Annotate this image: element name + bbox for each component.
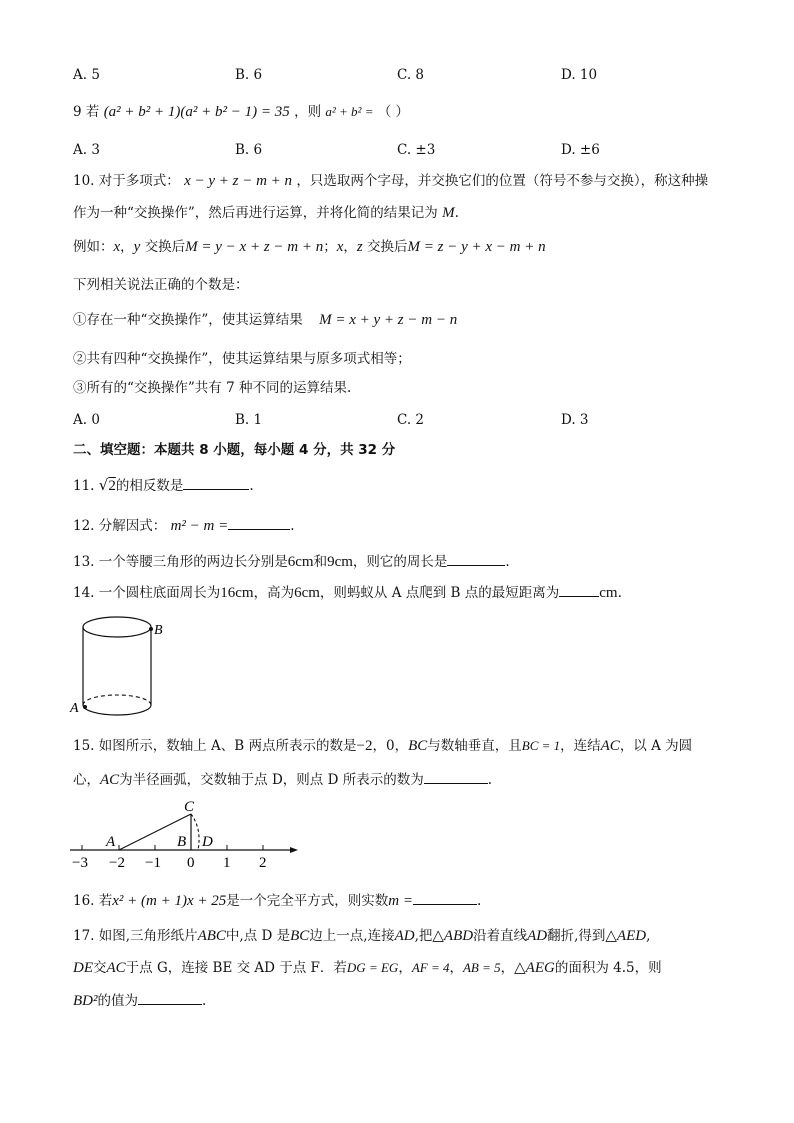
q17-comma-2: ， [449, 960, 463, 976]
q10-statement-3: ③所有的“交换操作”共有 7 种不同的运算结果. [73, 380, 352, 396]
q14-text-b: ，高为 [253, 585, 295, 601]
q12-text: 12. 分解因式： [73, 518, 167, 534]
q10-ex-x1: x [113, 239, 121, 255]
q17-line-3 [73, 990, 206, 1010]
q17-abc: ABC [197, 928, 226, 944]
q10-ex-semicolon: ； [323, 239, 337, 255]
q16-end: . [477, 893, 482, 909]
q9-middle: ，则 [294, 104, 322, 120]
q15-text-e: 心， [73, 772, 100, 788]
q9-answer-paren: （ ） [377, 104, 410, 120]
q15-text-b: 与数轴垂直，且 [427, 738, 522, 754]
q10-line2-text: 作为一种“交换操作”，然后再进行运算，并将化简的结果记为 [73, 205, 438, 221]
q17-text-e: 沿着直线 [473, 928, 528, 944]
q17-eq-ab: AB = 5 [462, 960, 501, 975]
q14-unit: cm [599, 585, 618, 601]
tick-label: −2 [109, 855, 125, 871]
tick-label: −1 [145, 855, 161, 871]
q17-bc: BC [290, 928, 310, 944]
q15-v1: −2 [356, 738, 373, 754]
q13-text-b: 和 [313, 554, 328, 570]
question-13 [73, 551, 510, 571]
question-9 [73, 103, 409, 121]
q12-end: . [290, 518, 295, 534]
q17-text-a: 17. 如图,三角形纸片 [73, 928, 198, 944]
q14-text-c: ，则蚂蚁从 A 点爬到 B 点的最短距离为 [319, 585, 560, 601]
section-heading: 二、填空题：本题共 8 小题，每小题 4 分，共 32 分 [73, 442, 396, 458]
q15-sep: ，0， [372, 738, 409, 754]
q15-text-a: 15. 如图所示，数轴上 A、B 两点所表示的数是 [73, 738, 357, 754]
q17-ad-2: AD [527, 928, 548, 944]
q10-statement-1 [73, 311, 457, 329]
q9-option-a: A. 3 [73, 142, 100, 158]
q10-line-1 [73, 172, 708, 190]
q16-expr: x² + (m + 1)x + 25 [112, 893, 227, 909]
q10-intro: 10. 对于多项式： [73, 173, 180, 189]
q10-line2-end: . [454, 205, 459, 221]
q15-text-f: 为半径画弧，交数轴于点 D，则点 D 所表示的数为 [119, 772, 424, 788]
q10-option-b: B. 1 [235, 412, 263, 428]
q13-v1: 6cm [287, 554, 314, 570]
q9-ask: a² + b² = [325, 104, 374, 119]
q10-ex-eq2: M = z − y + x − m + n [407, 239, 546, 255]
q10-ex-label: 例如： [73, 239, 114, 255]
question-12 [73, 515, 295, 535]
q10-line1-rest: ，只选取两个字母，并交换它们的位置（符号不参与交换），称这种操 [296, 173, 709, 189]
answer-blank[interactable] [559, 582, 599, 597]
q9-equation: (a² + b² + 1)(a² + b² − 1) = 35 [103, 104, 290, 120]
option-a: A. 5 [73, 67, 100, 83]
q11-num: 11. [73, 478, 95, 494]
question-14 [73, 582, 622, 602]
q13-text-c: ，则它的周长是 [352, 554, 448, 570]
q10-polynomial: x − y + z − m + n [184, 173, 293, 189]
q13-end: . [505, 554, 510, 570]
option-c: C. 8 [397, 67, 425, 83]
q17-eq-af: AF = 4 [411, 960, 450, 975]
q17-text-f: 翻折,得到 [547, 928, 606, 944]
q10-ex-swap2: 交换后 [362, 239, 408, 255]
q17-text-k: 的值为 [97, 993, 138, 1009]
answer-blank[interactable] [183, 475, 249, 490]
q17-line-1 [73, 927, 650, 945]
q10-option-c: C. 2 [397, 412, 425, 428]
q15-end: . [487, 772, 492, 788]
tick-label: 0 [187, 855, 195, 871]
q15-text-c: ，连结 [560, 738, 601, 754]
q17-bd-squared: BD² [73, 993, 98, 1009]
q17-de: DE [73, 960, 93, 976]
q17-line-2 [73, 959, 662, 977]
q17-text-i: 于点 G，连接 BE 交 AD 于点 F．若 [125, 960, 347, 976]
q10-ex-comma2: ， [343, 239, 357, 255]
q17-text-d: ,把 [414, 928, 433, 944]
q17-tri-aeg: △AEG [514, 960, 555, 976]
q14-end: . [617, 585, 622, 601]
point-a-label: A [70, 701, 79, 716]
q13-v2: 9cm [327, 554, 353, 570]
q17-text-b: 中,点 D 是 [225, 928, 291, 944]
q10-line-2 [73, 204, 459, 222]
point-b-label: B [154, 623, 163, 638]
q10-ex-swap1: 交换后 [140, 239, 186, 255]
q10-option-d: D. 3 [561, 412, 589, 428]
number-line-figure [66, 793, 306, 871]
q10-ex-y: y [133, 239, 141, 255]
q10-statement-2: ②共有四种“交换操作”，使其运算结果与原多项式相等； [73, 351, 411, 367]
answer-blank[interactable] [413, 890, 477, 905]
q11-end: . [249, 478, 254, 494]
q15-ac-2: AC [100, 772, 120, 788]
answer-blank[interactable] [424, 769, 488, 784]
question-11 [73, 475, 254, 495]
point-a-label: A [106, 834, 116, 850]
q14-v2: 6cm [294, 585, 320, 601]
q15-bc: BC [408, 738, 428, 754]
point-d-label: D [202, 834, 213, 850]
q10-statements-intro: 下列相关说法正确的个数是： [73, 277, 249, 293]
answer-blank[interactable] [138, 990, 202, 1005]
q12-expr: m² − m = [170, 518, 229, 534]
q13-text-a: 13. 一个等腰三角形的两边长分别是 [73, 554, 288, 570]
q16-text-b: 是一个完全平方式，则实数 [226, 893, 389, 909]
q14-text-a: 14. 一个圆柱底面周长为 [73, 585, 221, 601]
q10-ex-z: z [356, 239, 363, 255]
q9-option-d: D. ±6 [561, 142, 600, 158]
q17-text-h: 交 [93, 960, 107, 976]
q15-line-2 [73, 769, 492, 789]
q10-s1-text: ①存在一种“交换操作”，使其运算结果 [73, 312, 303, 328]
q17-tri-aed: △AED [605, 928, 647, 944]
tick-label: 1 [223, 855, 231, 871]
q17-eq-dg-eg: DG = EG [346, 960, 399, 975]
q17-comma-1: ， [398, 960, 412, 976]
sqrt-symbol: √ [98, 476, 109, 494]
q17-ac: AC [106, 960, 126, 976]
q17-tri-abd: △ABD [432, 928, 474, 944]
q10-s1-eq: M = x + y + z − m − n [319, 312, 458, 328]
q10-option-a: A. 0 [73, 412, 100, 428]
point-c-label: C [184, 799, 195, 815]
q16-m: m = [388, 893, 413, 909]
tick-label: 2 [259, 855, 267, 871]
q14-v1: 16cm [220, 585, 254, 601]
q17-ad-1: AD [394, 928, 415, 944]
cylinder-figure [66, 614, 166, 718]
q15-bc-eq: BC = 1 [521, 738, 561, 753]
q16-text-a: 16. 若 [73, 893, 113, 909]
q17-text-g: , [646, 928, 651, 944]
q9-prefix: 9 若 [73, 104, 100, 120]
q17-comma-3: ， [500, 960, 515, 976]
option-d: D. 10 [561, 67, 598, 83]
q11-text: 的相反数是 [115, 478, 184, 494]
answer-blank[interactable] [228, 515, 290, 530]
point-b-label: B [177, 834, 187, 850]
q17-end: . [202, 993, 207, 1009]
q10-ex-comma1: ， [120, 239, 134, 255]
q10-M: M [442, 205, 455, 221]
q17-text-j: 的面积为 4.5，则 [554, 960, 662, 976]
q9-option-b: B. 6 [235, 142, 263, 158]
q10-ex-eq1: M = y − x + z − m + n [185, 239, 324, 255]
q10-ex-x2: x [336, 239, 344, 255]
q15-ac: AC [600, 738, 620, 754]
question-16 [73, 890, 481, 910]
q10-example [73, 238, 546, 256]
answer-blank[interactable] [447, 551, 505, 566]
q17-text-c: 边上一点,连接 [309, 928, 395, 944]
option-b: B. 6 [235, 67, 263, 83]
q9-option-c: C. ±3 [397, 142, 436, 158]
q15-text-d: ，以 A 为圆 [619, 738, 693, 754]
tick-label: −3 [72, 855, 88, 871]
q15-line-1 [73, 737, 692, 755]
q11-radicand: 2 [108, 478, 116, 494]
